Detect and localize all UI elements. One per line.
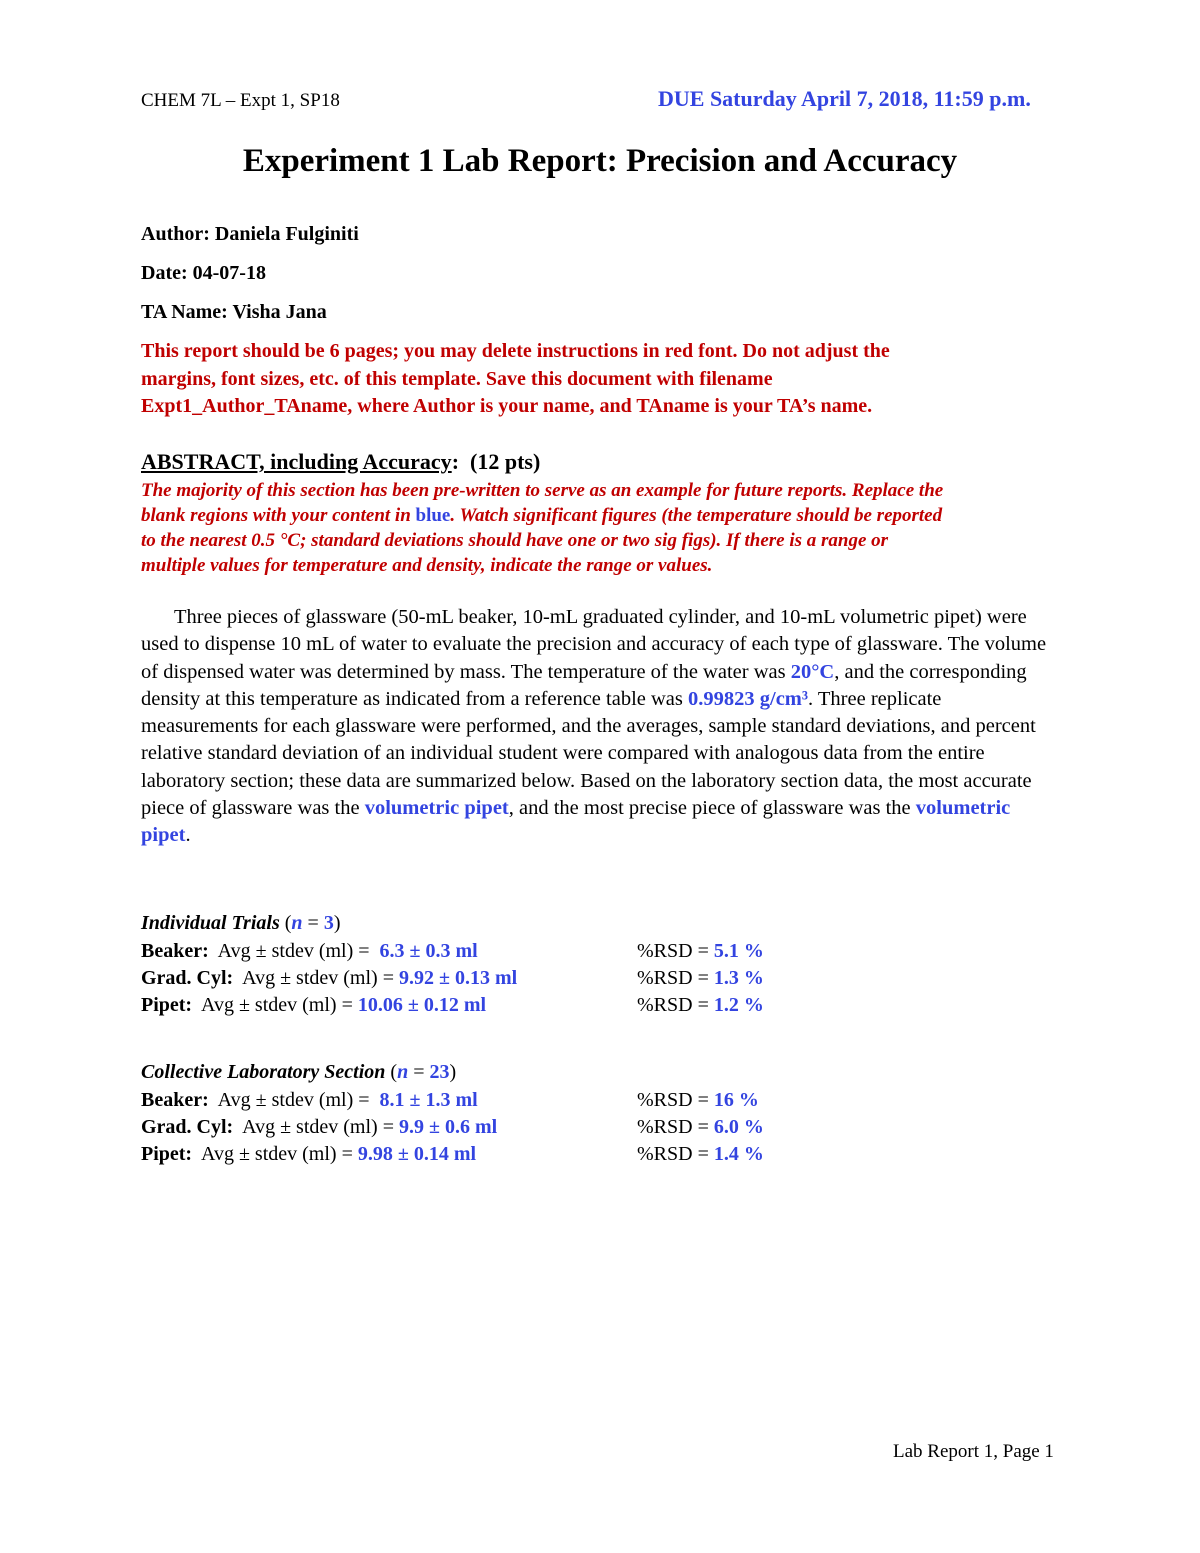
instructions-line-2: margins, font sizes, etc. of this template. Save this document with filename [141,367,773,390]
collective-row-pipet [141,1143,476,1166]
individual-n-label: n [291,912,303,934]
abstract-instr-blue-word: blue [415,505,451,526]
individual-open-paren: ( [279,912,292,934]
abstract-instr-line-2b: . Watch significant figures (the temperature should be reported [450,505,943,526]
individual-row-grad-cyl [141,967,517,990]
avg-expression: Avg ± stdev (ml) = [233,1116,399,1138]
collective-open-paren: ( [385,1061,398,1083]
abstract-title: ABSTRACT, including Accuracy [141,449,452,474]
glassware-label: Grad. Cyl: [141,1116,234,1138]
collective-n-label: n [397,1061,409,1083]
instructions-line-3: Expt1_Author_TAname, where Author is your name, and TAname is your TA’s name. [141,395,873,417]
avg-value: 6.3 ± 0.3 ml [379,940,478,962]
collective-rsd-beaker [637,1089,759,1112]
glassware-label: Beaker: [141,940,209,962]
instructions-line-1: This report should be 6 pages; you may delete instructions in red font. Do not adjust the [141,340,890,362]
individual-trials-heading [141,912,340,935]
avg-expression: Avg ± stdev (ml) = [192,994,358,1016]
individual-n-value: 3 [323,912,334,934]
avg-value: 9.9 ± 0.6 ml [398,1116,498,1138]
avg-expression: Avg ± stdev (ml) = [208,940,380,962]
rsd-value: 6.0 % [713,1116,764,1138]
abstract-paragraph [141,604,1063,850]
collective-rsd-grad-cyl [637,1116,764,1139]
abstract-text-2: , and the corresponding density at this temperature as indicated from a reference table was [141,660,1027,710]
rsd-label: %RSD = [637,1116,714,1138]
most-precise-glassware: volumetric pipet [141,797,1011,847]
avg-value: 9.98 ± 0.14 ml [357,1143,477,1165]
avg-expression: Avg ± stdev (ml) = [192,1143,358,1165]
collective-close-paren: ) [449,1061,457,1083]
rsd-value: 5.1 % [713,940,764,962]
rsd-label: %RSD = [637,1143,714,1165]
individual-close-paren: ) [333,912,341,934]
avg-value: 8.1 ± 1.3 ml [379,1089,478,1111]
most-accurate-glassware: volumetric pipet [364,797,509,820]
rsd-value: 1.3 % [713,967,764,989]
abstract-instr-line-4: multiple values for temperature and density, indicate the range or values. [141,555,713,576]
page-footer: Lab Report 1, Page 1 [893,1441,1054,1462]
avg-value: 10.06 ± 0.12 ml [357,994,487,1016]
abstract-colon: : [451,449,460,474]
density-value: 0.99823 g/cm³ [688,687,809,710]
ta-name-line: TA Name: Visha Jana [141,301,327,323]
author-line: Author: Daniela Fulginiti [141,223,359,245]
collective-row-grad-cyl [141,1116,497,1139]
header-course: CHEM 7L – Expt 1, SP18 [141,90,340,111]
individual-rsd-grad-cyl [637,967,764,990]
avg-expression: Avg ± stdev (ml) = [233,967,399,989]
abstract-heading [141,449,540,475]
temperature-value: 20°C [790,660,835,683]
rsd-value: 1.4 % [713,1143,764,1165]
rsd-value: 1.2 % [713,994,764,1016]
rsd-value: 16 % [713,1089,759,1111]
abstract-instructions [141,478,1066,578]
header-due-date: DUE Saturday April 7, 2018, 11:59 p.m. [658,86,1031,111]
abstract-instr-line-3: to the nearest 0.5 °C; standard deviations should have one or two sig figs). If there is a range or [141,530,889,551]
individual-rsd-beaker [637,940,764,963]
avg-value: 9.92 ± 0.13 ml [398,967,518,989]
page-title: Experiment 1 Lab Report: Precision and Accuracy [242,143,958,179]
individual-heading-text: Individual Trials [141,912,280,934]
abstract-points: (12 pts) [470,449,541,474]
glassware-label: Pipet: [141,1143,193,1165]
glassware-label: Grad. Cyl: [141,967,234,989]
collective-row-beaker [141,1089,478,1112]
collective-rsd-pipet [637,1143,764,1166]
rsd-label: %RSD = [637,994,714,1016]
individual-eq: = [302,912,324,934]
collective-n-value: 23 [429,1061,450,1083]
collective-eq: = [408,1061,430,1083]
collective-section-heading [141,1061,456,1084]
template-instructions [141,338,1061,421]
abstract-instr-line-1: The majority of this section has been pre-written to serve as an example for future reports. Replace the [141,480,944,501]
glassware-label: Pipet: [141,994,193,1016]
rsd-label: %RSD = [637,940,714,962]
rsd-label: %RSD = [637,1089,714,1111]
abstract-text-1: Three pieces of glassware (50-mL beaker, 10-mL graduated cylinder, and 10-mL volumetric pipet) were used to dispense 10 mL of water to evaluate the precision and accuracy of each type of glassware. The volume of dispensed water was determined by mass. The temperature of the water was [141,606,1047,683]
individual-row-beaker [141,940,478,963]
individual-rsd-pipet [637,994,764,1017]
glassware-label: Beaker: [141,1089,209,1111]
avg-expression: Avg ± stdev (ml) = [208,1089,380,1111]
individual-row-pipet [141,994,486,1017]
rsd-label: %RSD = [637,967,714,989]
collective-heading-text: Collective Laboratory Section [141,1061,386,1083]
abstract-text-3: . Three replicate measurements for each glassware were performed, and the averages, sample standard deviations, and percent relative standard deviation of an individual student were compared with analogous data from the entire laboratory section; these data are summarized below. Based on the laboratory section data, the most accurate piece of glassware was the [141,687,1036,820]
abstract-instr-line-2a: blank regions with your content in [141,505,416,526]
abstract-text-4: , and the most precise piece of glassware was the [508,797,916,820]
date-line: Date: 04-07-18 [141,262,266,284]
abstract-instr-line-2 [141,503,1066,528]
abstract-text-5: . [185,824,191,847]
